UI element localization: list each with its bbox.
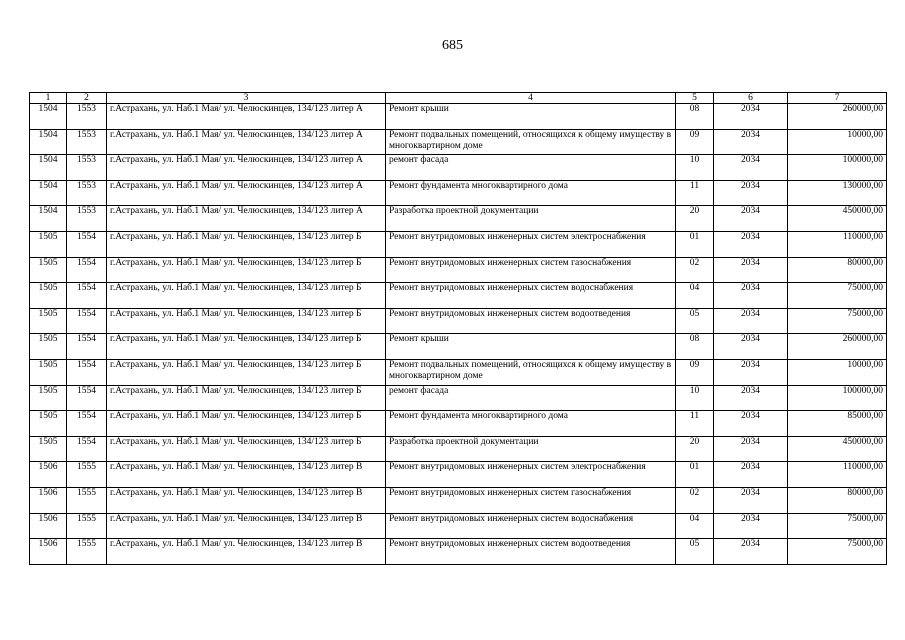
work-code-cell: 04 xyxy=(676,283,714,309)
work-type-cell: Ремонт внутридомовых инженерных систем газоснабжения xyxy=(386,257,676,283)
table-row xyxy=(30,334,887,360)
cost-cell: 260000,00 xyxy=(788,334,887,360)
cost-cell: 75000,00 xyxy=(788,308,887,334)
row-number-cell: 1505 xyxy=(30,231,67,257)
table-row xyxy=(30,487,887,513)
row-number-cell: 1504 xyxy=(30,206,67,232)
column-header: 3 xyxy=(107,93,386,104)
work-type-cell: Ремонт внутридомовых инженерных систем водоснабжения xyxy=(386,513,676,539)
year-cell: 2034 xyxy=(714,104,788,130)
row-number-cell: 1505 xyxy=(30,385,67,411)
year-cell: 2034 xyxy=(714,513,788,539)
table-row xyxy=(30,308,887,334)
work-code-cell: 08 xyxy=(676,334,714,360)
year-cell: 2034 xyxy=(714,359,788,385)
work-code-cell: 08 xyxy=(676,104,714,130)
table-row xyxy=(30,462,887,488)
house-id-cell: 1555 xyxy=(67,539,107,565)
year-cell: 2034 xyxy=(714,436,788,462)
house-id-cell: 1553 xyxy=(67,180,107,206)
table-header-row xyxy=(30,93,887,104)
page-number: 685 xyxy=(442,38,463,53)
house-id-cell: 1554 xyxy=(67,436,107,462)
year-cell: 2034 xyxy=(714,539,788,565)
address-cell: г.Астрахань, ул. Наб.1 Мая/ ул. Челюскинцев, 134/123 литер Б xyxy=(107,283,386,309)
year-cell: 2034 xyxy=(714,129,788,155)
work-code-cell: 20 xyxy=(676,436,714,462)
cost-cell: 75000,00 xyxy=(788,513,887,539)
year-cell: 2034 xyxy=(714,385,788,411)
house-id-cell: 1553 xyxy=(67,206,107,232)
address-cell: г.Астрахань, ул. Наб.1 Мая/ ул. Челюскинцев, 134/123 литер Б xyxy=(107,334,386,360)
table-row xyxy=(30,539,887,565)
cost-cell: 110000,00 xyxy=(788,231,887,257)
address-cell: г.Астрахань, ул. Наб.1 Мая/ ул. Челюскинцев, 134/123 литер Б xyxy=(107,257,386,283)
work-type-cell: ремонт фасада xyxy=(386,385,676,411)
work-code-cell: 20 xyxy=(676,206,714,232)
row-number-cell: 1504 xyxy=(30,180,67,206)
house-id-cell: 1554 xyxy=(67,385,107,411)
table-row xyxy=(30,129,887,155)
house-id-cell: 1554 xyxy=(67,359,107,385)
table-row xyxy=(30,513,887,539)
address-cell: г.Астрахань, ул. Наб.1 Мая/ ул. Челюскинцев, 134/123 литер Б xyxy=(107,385,386,411)
row-number-cell: 1505 xyxy=(30,334,67,360)
year-cell: 2034 xyxy=(714,462,788,488)
work-type-cell: Ремонт крыши xyxy=(386,334,676,360)
work-code-cell: 11 xyxy=(676,411,714,437)
cost-cell: 85000,00 xyxy=(788,411,887,437)
row-number-cell: 1506 xyxy=(30,462,67,488)
house-id-cell: 1555 xyxy=(67,513,107,539)
table-row xyxy=(30,359,887,385)
row-number-cell: 1505 xyxy=(30,257,67,283)
work-type-cell: Ремонт фундамента многоквартирного дома xyxy=(386,180,676,206)
cost-cell: 260000,00 xyxy=(788,104,887,130)
row-number-cell: 1505 xyxy=(30,411,67,437)
column-header: 5 xyxy=(676,93,714,104)
year-cell: 2034 xyxy=(714,155,788,181)
address-cell: г.Астрахань, ул. Наб.1 Мая/ ул. Челюскинцев, 134/123 литер Б xyxy=(107,436,386,462)
work-code-cell: 05 xyxy=(676,308,714,334)
house-id-cell: 1554 xyxy=(67,411,107,437)
row-number-cell: 1506 xyxy=(30,513,67,539)
column-header: 6 xyxy=(714,93,788,104)
row-number-cell: 1505 xyxy=(30,359,67,385)
address-cell: г.Астрахань, ул. Наб.1 Мая/ ул. Челюскинцев, 134/123 литер А xyxy=(107,155,386,181)
work-type-cell: Ремонт внутридомовых инженерных систем водоснабжения xyxy=(386,283,676,309)
house-id-cell: 1553 xyxy=(67,129,107,155)
work-code-cell: 01 xyxy=(676,231,714,257)
address-cell: г.Астрахань, ул. Наб.1 Мая/ ул. Челюскинцев, 134/123 литер А xyxy=(107,104,386,130)
row-number-cell: 1504 xyxy=(30,129,67,155)
year-cell: 2034 xyxy=(714,411,788,437)
table-row xyxy=(30,283,887,309)
work-code-cell: 02 xyxy=(676,257,714,283)
cost-cell: 80000,00 xyxy=(788,257,887,283)
address-cell: г.Астрахань, ул. Наб.1 Мая/ ул. Челюскинцев, 134/123 литер В xyxy=(107,539,386,565)
work-code-cell: 04 xyxy=(676,513,714,539)
house-id-cell: 1554 xyxy=(67,257,107,283)
house-id-cell: 1553 xyxy=(67,104,107,130)
work-code-cell: 11 xyxy=(676,180,714,206)
year-cell: 2034 xyxy=(714,334,788,360)
work-type-cell: Ремонт внутридомовых инженерных систем электроснабжения xyxy=(386,462,676,488)
column-header: 2 xyxy=(67,93,107,104)
work-code-cell: 10 xyxy=(676,155,714,181)
table-row xyxy=(30,257,887,283)
work-type-cell: Ремонт подвальных помещений, относящихся к общему имуществу в многоквартирном доме xyxy=(386,359,676,385)
house-id-cell: 1555 xyxy=(67,462,107,488)
row-number-cell: 1506 xyxy=(30,487,67,513)
work-type-cell: Разработка проектной документации xyxy=(386,206,676,232)
house-id-cell: 1553 xyxy=(67,155,107,181)
house-id-cell: 1554 xyxy=(67,231,107,257)
cost-cell: 10000,00 xyxy=(788,359,887,385)
column-header: 7 xyxy=(788,93,887,104)
house-id-cell: 1554 xyxy=(67,334,107,360)
work-code-cell: 01 xyxy=(676,462,714,488)
year-cell: 2034 xyxy=(714,308,788,334)
year-cell: 2034 xyxy=(714,283,788,309)
table-row xyxy=(30,180,887,206)
column-header: 4 xyxy=(386,93,676,104)
cost-cell: 75000,00 xyxy=(788,539,887,565)
work-code-cell: 09 xyxy=(676,129,714,155)
year-cell: 2034 xyxy=(714,487,788,513)
address-cell: г.Астрахань, ул. Наб.1 Мая/ ул. Челюскинцев, 134/123 литер Б xyxy=(107,308,386,334)
table-row xyxy=(30,385,887,411)
address-cell: г.Астрахань, ул. Наб.1 Мая/ ул. Челюскинцев, 134/123 литер Б xyxy=(107,359,386,385)
cost-cell: 450000,00 xyxy=(788,436,887,462)
work-code-cell: 05 xyxy=(676,539,714,565)
work-schedule-table xyxy=(29,92,887,565)
table-row xyxy=(30,231,887,257)
row-number-cell: 1505 xyxy=(30,308,67,334)
table-body xyxy=(30,104,887,565)
address-cell: г.Астрахань, ул. Наб.1 Мая/ ул. Челюскинцев, 134/123 литер Б xyxy=(107,231,386,257)
work-type-cell: Ремонт внутридомовых инженерных систем газоснабжения xyxy=(386,487,676,513)
work-code-cell: 02 xyxy=(676,487,714,513)
table-row xyxy=(30,104,887,130)
row-number-cell: 1504 xyxy=(30,104,67,130)
year-cell: 2034 xyxy=(714,206,788,232)
work-type-cell: Ремонт фундамента многоквартирного дома xyxy=(386,411,676,437)
cost-cell: 100000,00 xyxy=(788,155,887,181)
cost-cell: 75000,00 xyxy=(788,283,887,309)
address-cell: г.Астрахань, ул. Наб.1 Мая/ ул. Челюскинцев, 134/123 литер А xyxy=(107,206,386,232)
table-row xyxy=(30,411,887,437)
table-row xyxy=(30,436,887,462)
work-type-cell: ремонт фасада xyxy=(386,155,676,181)
cost-cell: 100000,00 xyxy=(788,385,887,411)
cost-cell: 110000,00 xyxy=(788,462,887,488)
work-code-cell: 09 xyxy=(676,359,714,385)
cost-cell: 130000,00 xyxy=(788,180,887,206)
work-type-cell: Ремонт крыши xyxy=(386,104,676,130)
work-type-cell: Ремонт внутридомовых инженерных систем водоотведения xyxy=(386,308,676,334)
house-id-cell: 1554 xyxy=(67,283,107,309)
row-number-cell: 1505 xyxy=(30,436,67,462)
column-header: 1 xyxy=(30,93,67,104)
address-cell: г.Астрахань, ул. Наб.1 Мая/ ул. Челюскинцев, 134/123 литер В xyxy=(107,513,386,539)
year-cell: 2034 xyxy=(714,180,788,206)
row-number-cell: 1506 xyxy=(30,539,67,565)
work-type-cell: Ремонт внутридомовых инженерных систем электроснабжения xyxy=(386,231,676,257)
year-cell: 2034 xyxy=(714,231,788,257)
year-cell: 2034 xyxy=(714,257,788,283)
address-cell: г.Астрахань, ул. Наб.1 Мая/ ул. Челюскинцев, 134/123 литер А xyxy=(107,129,386,155)
work-type-cell: Разработка проектной документации xyxy=(386,436,676,462)
cost-cell: 450000,00 xyxy=(788,206,887,232)
address-cell: г.Астрахань, ул. Наб.1 Мая/ ул. Челюскинцев, 134/123 литер Б xyxy=(107,411,386,437)
table-row xyxy=(30,206,887,232)
work-type-cell: Ремонт внутридомовых инженерных систем водоотведения xyxy=(386,539,676,565)
address-cell: г.Астрахань, ул. Наб.1 Мая/ ул. Челюскинцев, 134/123 литер В xyxy=(107,462,386,488)
cost-cell: 10000,00 xyxy=(788,129,887,155)
address-cell: г.Астрахань, ул. Наб.1 Мая/ ул. Челюскинцев, 134/123 литер А xyxy=(107,180,386,206)
row-number-cell: 1504 xyxy=(30,155,67,181)
cost-cell: 80000,00 xyxy=(788,487,887,513)
work-type-cell: Ремонт подвальных помещений, относящихся к общему имуществу в многоквартирном доме xyxy=(386,129,676,155)
address-cell: г.Астрахань, ул. Наб.1 Мая/ ул. Челюскинцев, 134/123 литер В xyxy=(107,487,386,513)
table-row xyxy=(30,155,887,181)
house-id-cell: 1554 xyxy=(67,308,107,334)
row-number-cell: 1505 xyxy=(30,283,67,309)
house-id-cell: 1555 xyxy=(67,487,107,513)
work-code-cell: 10 xyxy=(676,385,714,411)
